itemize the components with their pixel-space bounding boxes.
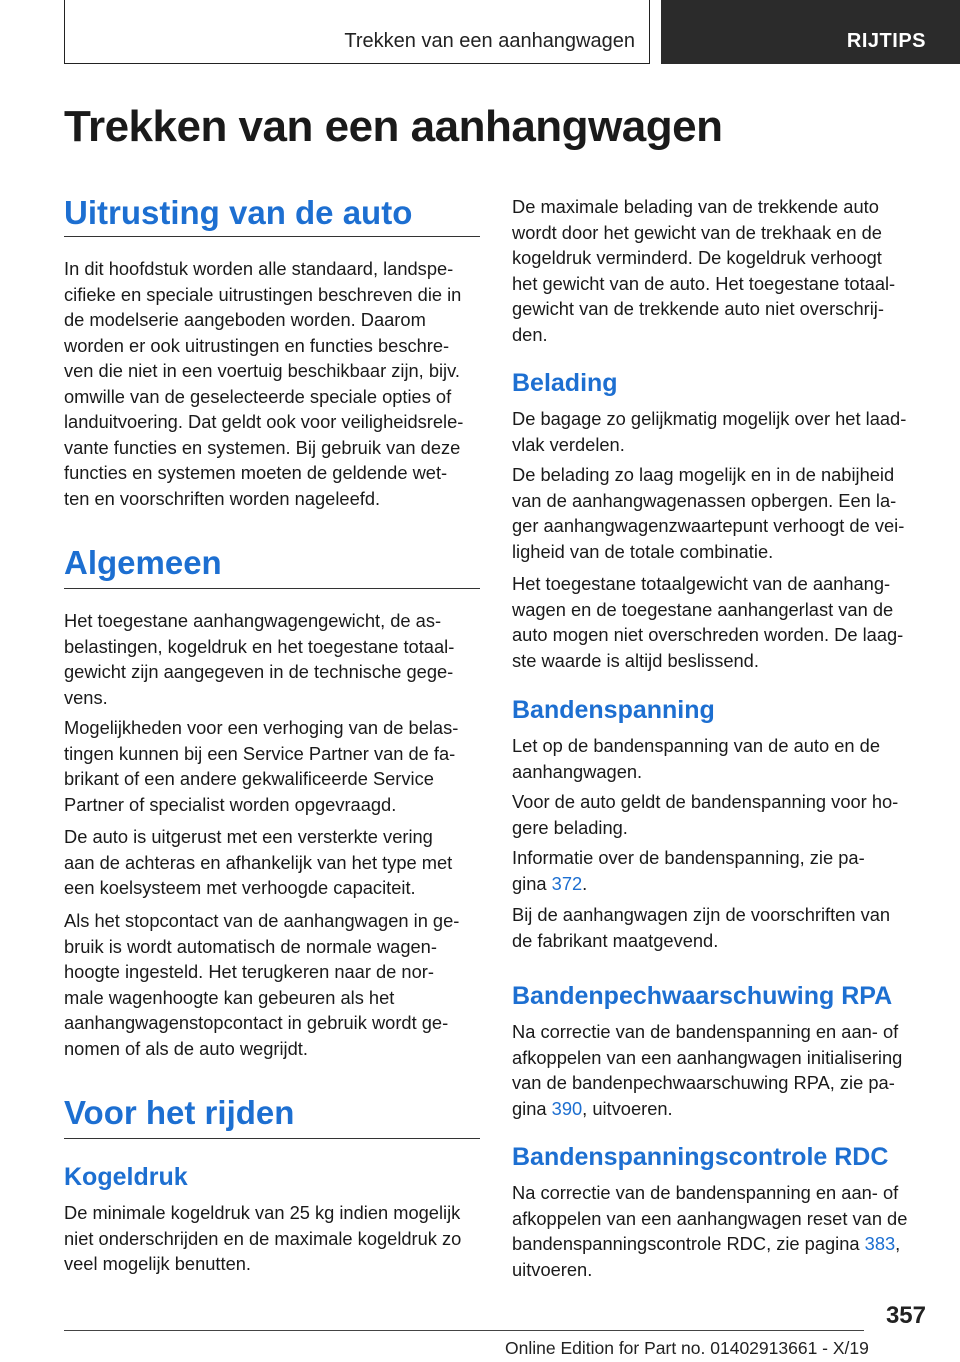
paragraph-loading-2 <box>512 462 904 564</box>
page-link-383[interactable]: 383 <box>864 1233 896 1254</box>
text-line: male wagenhoogte kan gebeuren als het <box>64 986 395 1008</box>
text-line: vlak verdelen. <box>512 433 625 455</box>
text-line: wagen en de toegestane aanhangerlast van de <box>512 598 894 620</box>
footer-rule <box>64 1330 864 1331</box>
text-line: Na correctie van de bandenspanning en aan- of <box>512 1182 899 1203</box>
text-line: vante functies en systemen. Bij gebruik van deze <box>64 436 461 458</box>
text-line: het gewicht van de auto. Het toegestane totaal‐ <box>512 272 896 294</box>
text-line: Partner of specialist worden opgevraagd. <box>64 793 397 815</box>
chapter-tab <box>64 0 650 64</box>
page-link-372[interactable]: 372 <box>551 872 583 894</box>
text-lines <box>512 1019 902 1096</box>
footer-edition: Online Edition for Part no. 01402913661 - X/19 <box>505 1338 869 1358</box>
text-line: gewicht van de trekkende auto niet overschrij‐ <box>512 298 884 319</box>
text-line: aan de achteras en afhankelijk van het type met <box>64 851 453 873</box>
text-line: veel mogelijk benutten. <box>64 1253 251 1274</box>
text-line: omwille van de geselecteerde speciale opties of <box>64 385 452 407</box>
text-line: gere belading. <box>512 816 628 838</box>
paragraph-tongue-weight <box>64 1200 461 1277</box>
text-line: ten en voorschriften worden nageleefd. <box>64 487 381 509</box>
text-line <box>512 871 865 897</box>
text-line: brikant of een andere gekwalificeerde Service <box>64 768 434 789</box>
text-line: Mogelijkheden voor een verhoging van de belas‐ <box>64 717 459 738</box>
paragraph-pressure-2 <box>512 789 898 840</box>
heading-before-driving: Voor het rijden <box>64 1094 295 1131</box>
chapter-title: Trekken van een aanhangwagen <box>344 30 635 52</box>
text-line: vens. <box>64 686 108 708</box>
paragraph-pressure-1 <box>512 733 880 784</box>
paragraph-pressure-3 <box>512 845 865 896</box>
section-tab <box>661 0 960 64</box>
text-segment: gina <box>512 872 552 894</box>
text-line: De minimale kogeldruk van 25 kg indien mogelijk <box>64 1202 461 1223</box>
text-line: De bagage zo gelijkmatig mogelijk over het laad‐ <box>512 408 907 429</box>
page-title: Trekken van een aanhangwagen <box>64 102 723 151</box>
text-line: belastingen, kogeldruk en het toegestane totaal‐ <box>64 635 455 657</box>
paragraph-pressure-4 <box>512 902 890 953</box>
text-line: de modelserie aangeboden worden. Daarom <box>64 309 426 330</box>
text-line: Als het stopcontact van de aanhangwagen in ge‐ <box>64 910 460 931</box>
text-line: afkoppelen van een aanhangwagen initialisering <box>512 1046 903 1068</box>
text-line: den. <box>512 323 548 345</box>
text-line: landuitvoering. Dat geldt ook voor veiligheidsrele‐ <box>64 411 464 432</box>
text-line: gewicht zijn aangegeven in de technische gege‐ <box>64 661 454 682</box>
text-line: van de aanhangwagenassen opbergen. Een la‐ <box>512 489 897 511</box>
text-line: tingen kunnen bij een Service Partner van de fa‐ <box>64 742 456 764</box>
page-header <box>0 0 960 66</box>
text-line: ger aanhangwagenzwaartepunt verhoogt de vei‐ <box>512 515 905 536</box>
paragraph-general-1 <box>64 608 454 710</box>
heading-rpa: Bandenpechwaarschuwing RPA <box>512 982 893 1010</box>
text-segment: gina <box>512 1097 552 1119</box>
text-line: ven die niet in een voertuig beschikbaar zijn, bijv. <box>64 360 460 381</box>
text-line: auto mogen niet overschreden worden. De laag‐ <box>512 624 904 645</box>
heading-general: Algemeen <box>64 544 222 581</box>
text-line: niet onderschrijden en de maximale kogeldruk zo <box>64 1227 462 1249</box>
paragraph-loading-3 <box>512 571 903 673</box>
text-line: De auto is uitgerust met een versterkte vering <box>64 826 433 847</box>
paragraph-general-4 <box>64 908 459 1061</box>
text-line: Informatie over de bandenspanning, zie pa‐ <box>512 847 865 868</box>
text-line: bruik is wordt automatisch de normale wagen‐ <box>64 935 437 957</box>
section-title: RIJTIPS <box>846 30 926 52</box>
text-line <box>512 1096 902 1122</box>
heading-rdc: Bandenspanningscontrole RDC <box>512 1143 889 1171</box>
heading-rule <box>64 588 480 589</box>
text-line: De belading zo laag mogelijk en in de nabijheid <box>512 464 895 485</box>
heading-tire-pressure: Bandenspanning <box>512 696 715 724</box>
text-line: Na correctie van de bandenspanning en aan- of <box>512 1021 899 1042</box>
text-line: kogeldruk verminderd. De kogeldruk verhoogt <box>512 247 882 268</box>
text-line: cifieke en speciale uitrustingen beschreven die in <box>64 283 462 305</box>
paragraph-rpa <box>512 1019 902 1121</box>
text-line: Voor de auto geldt de bandenspanning voor ho‐ <box>512 791 899 812</box>
text-line: Het toegestane aanhangwagengewicht, de as‐ <box>64 610 442 631</box>
text-line: nomen of als de auto wegrijdt. <box>64 1037 308 1059</box>
paragraph-loading-1 <box>512 406 906 457</box>
text-line <box>512 1231 907 1257</box>
text-line: van de bandenpechwaarschuwing RPA, zie pa‐ <box>512 1072 895 1093</box>
text-lines <box>512 1180 907 1231</box>
text-line: In dit hoofdstuk worden alle standaard, landspe‐ <box>64 258 454 279</box>
text-line: Het toegestane totaalgewicht van de aanhang‐ <box>512 573 891 594</box>
heading-tongue-weight: Kogeldruk <box>64 1163 188 1191</box>
text-line: een koelsysteem met verhoogde capaciteit. <box>64 877 416 898</box>
heading-rule <box>64 236 480 237</box>
paragraph-equipment <box>64 256 463 511</box>
text-segment: , <box>895 1233 901 1254</box>
text-line: ligheid van de totale combinatie. <box>512 540 774 562</box>
text-segment: . <box>582 872 588 894</box>
paragraph-rdc <box>512 1180 907 1282</box>
heading-equipment: Uitrusting van de auto <box>64 194 413 231</box>
text-line: wordt door het gewicht van de trekhaak en de <box>512 221 882 243</box>
heading-loading: Belading <box>512 369 618 397</box>
text-segment: , uitvoeren. <box>582 1097 673 1119</box>
text-line: De maximale belading van de trekkende auto <box>512 196 879 217</box>
paragraph-tongue-weight-cont <box>512 194 895 347</box>
text-line: ste waarde is altijd beslissend. <box>512 649 759 671</box>
text-segment: bandenspanningscontrole RDC, zie pagina <box>512 1233 865 1254</box>
paragraph-general-3 <box>64 824 452 901</box>
text-line: Let op de bandenspanning van de auto en de <box>512 735 880 756</box>
paragraph-general-2 <box>64 715 458 817</box>
text-line: functies en systemen moeten de geldende wet‐ <box>64 462 448 483</box>
text-line: hoogte ingesteld. Het terugkeren naar de nor‐ <box>64 961 434 982</box>
text-line: Bij de aanhangwagen zijn de voorschriften van <box>512 904 891 925</box>
heading-rule <box>64 1138 480 1139</box>
text-line: aanhangwagen. <box>512 760 643 782</box>
text-line: uitvoeren. <box>512 1258 593 1280</box>
text-line: aanhangwagenstopcontact in gebruik wordt ge‐ <box>64 1012 449 1033</box>
page-link-390[interactable]: 390 <box>551 1097 583 1119</box>
text-line: worden er ook uitrustingen en functies beschre‐ <box>64 334 450 356</box>
page-number: 357 <box>885 1302 926 1329</box>
text-line: afkoppelen van een aanhangwagen reset van de <box>512 1207 908 1229</box>
text-line: de fabrikant maatgevend. <box>512 929 719 951</box>
